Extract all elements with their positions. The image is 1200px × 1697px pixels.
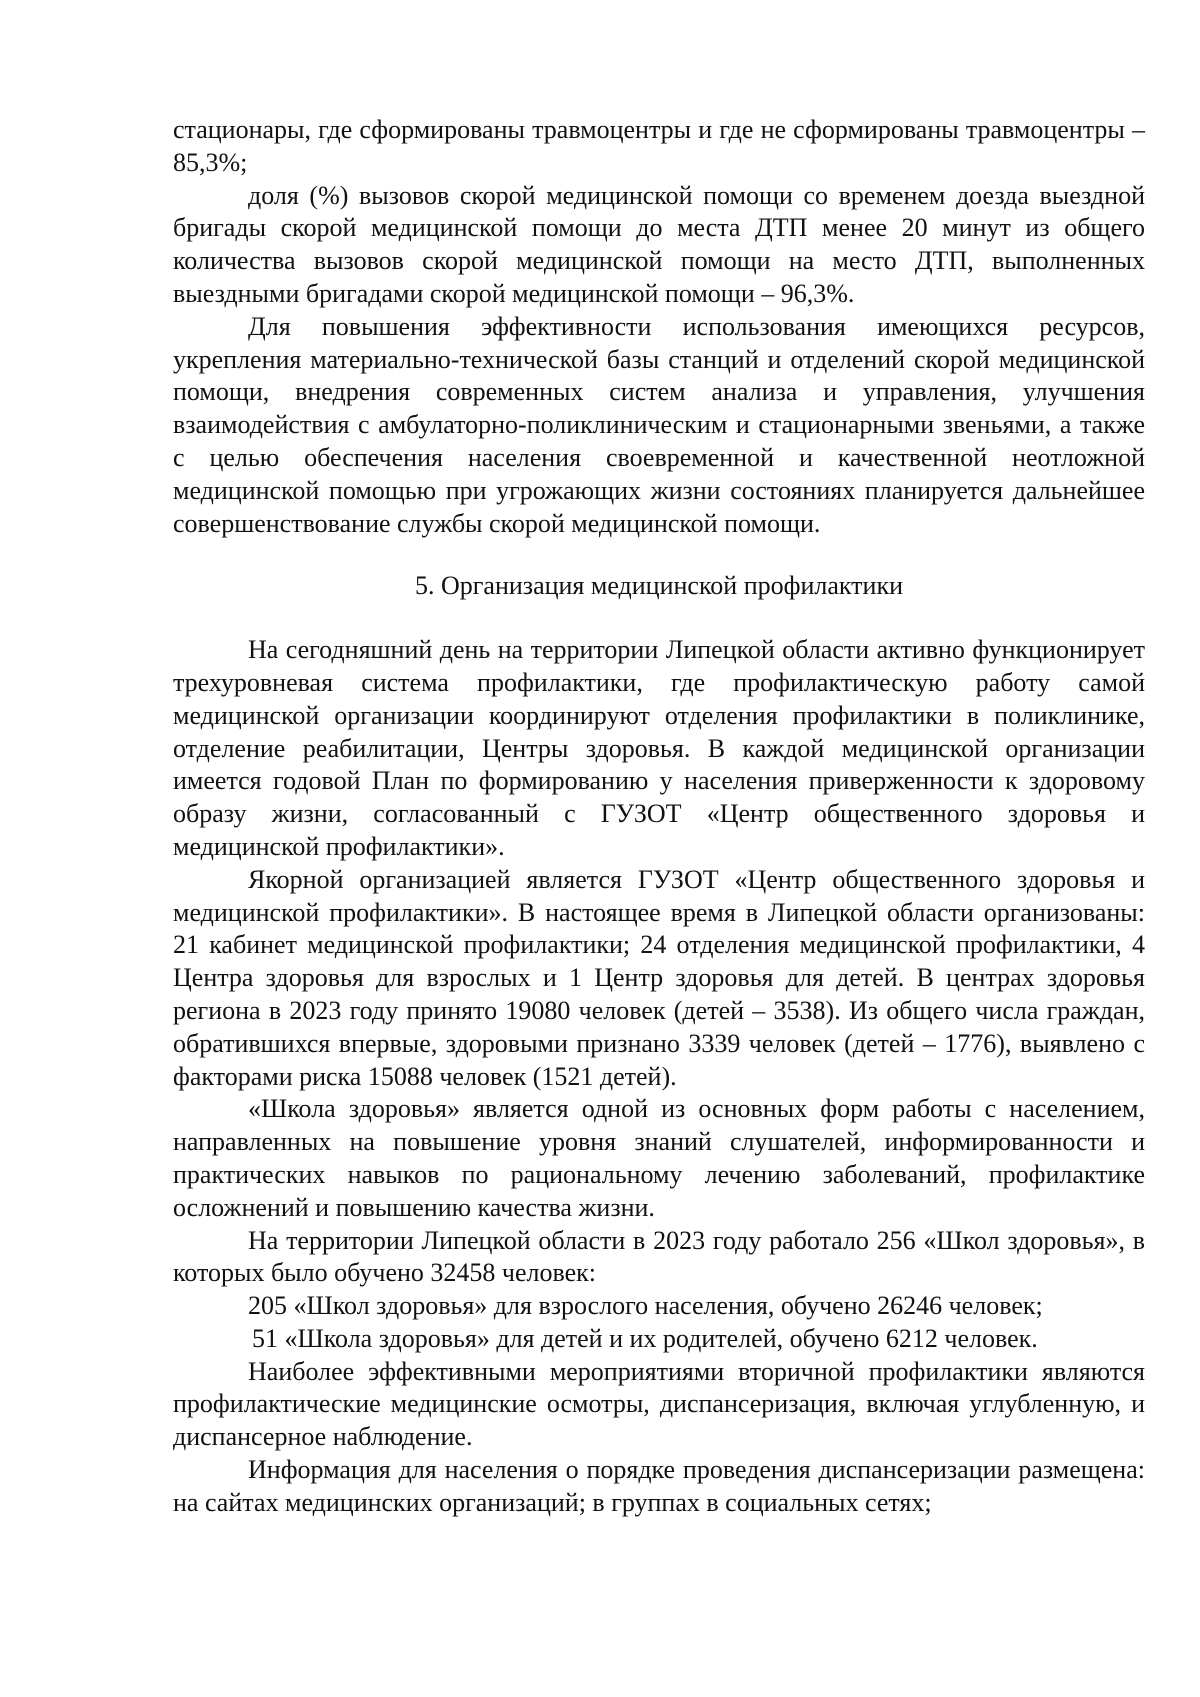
paragraph-dispensary-info: Информация для населения о порядке проведения диспансеризации размещена: на сайтах медицинских организаций; в группах в социальных сетях; <box>173 1455 1145 1517</box>
paragraph-prevention-system: На сегодняшний день на территории Липецкой области активно функционирует трехуровневая система профилактики, где профилактическую работу самой медицинской организации координируют отделения профилактики в поликлинике, отделение реабилитации, Центры здоровья. В каждой медицинской организации имеется годовой План по формированию у населения приверженности к здоровому образу жизни, согласованный с ГУЗОТ «Центр общественного здоровья и медицинской профилактики». <box>173 635 1145 861</box>
list-item-children-schools: 51 «Школа здоровья» для детей и их родителей, обучено 6212 человек. <box>252 1323 1038 1353</box>
section-heading: 5. Организация медицинской профилактики <box>414 571 903 601</box>
list-item-adult-schools: 205 «Школ здоровья» для взрослого населения, обучено 26246 человек; <box>248 1291 1043 1321</box>
paragraph-secondary-prevention: Наиболее эффективными мероприятиями вторичной профилактики являются профилактические медицинские осмотры, диспансеризация, включая углубленную, и диспансерное наблюдение. <box>173 1356 1145 1452</box>
paragraph-trauma-centers: стационары, где сформированы травмоцентры и где не сформированы травмоцентры – 85,3%; <box>173 115 1145 177</box>
document-body <box>173 114 1145 1520</box>
paragraph-health-school: «Школа здоровья» является одной из основных форм работы с населением, направленных на повышение уровня знаний слушателей, информированности и практических навыков по рациональному лечению заболеваний, профилактике осложнений и повышению качества жизни. <box>173 1094 1145 1222</box>
paragraph-anchor-organization: Якорной организацией является ГУЗОТ «Центр общественного здоровья и медицинской профилактики». В настоящее время в Липецкой области организованы: 21 кабинет медицинской профилактики; 24 отделения медицинской профилактики, 4 Центра здоровья для взрослых и 1 Центр здоровья для детей. В центрах здоровья региона в 2023 году принято 19080 человек (детей – 3538). Из общего числа граждан, обратившихся впервые, здоровыми признано 3339 человек (детей – 1776), выявлено с факторами риска 15088 человек (1521 детей). <box>173 864 1145 1091</box>
paragraph-ambulance-improvement: Для повышения эффективности использования имеющихся ресурсов, укрепления материально-технической базы станций и отделений скорой медицинской помощи, внедрения современных систем анализа и управления, улучшения взаимодействия с амбулаторно-поликлиническим и стационарными звеньями, а также с целью обеспечения населения своевременной и качественной неотложной медицинской помощью при угрожающих жизни состояниях планируется дальнейшее совершенствование службы скорой медицинской помощи. <box>173 311 1145 538</box>
paragraph-ambulance-arrival-share: доля (%) вызовов скорой медицинской помощи со временем доезда выездной бригады скорой медицинской помощи до места ДТП менее 20 минут из общего количества вызовов скорой медицинской помощи на место ДТП, выполненных выездными бригадами скорой медицинской помощи – 96,3%. <box>173 180 1145 308</box>
paragraph-schools-count: На территории Липецкой области в 2023 году работало 256 «Школ здоровья», в которых было обучено 32458 человек: <box>173 1225 1145 1288</box>
